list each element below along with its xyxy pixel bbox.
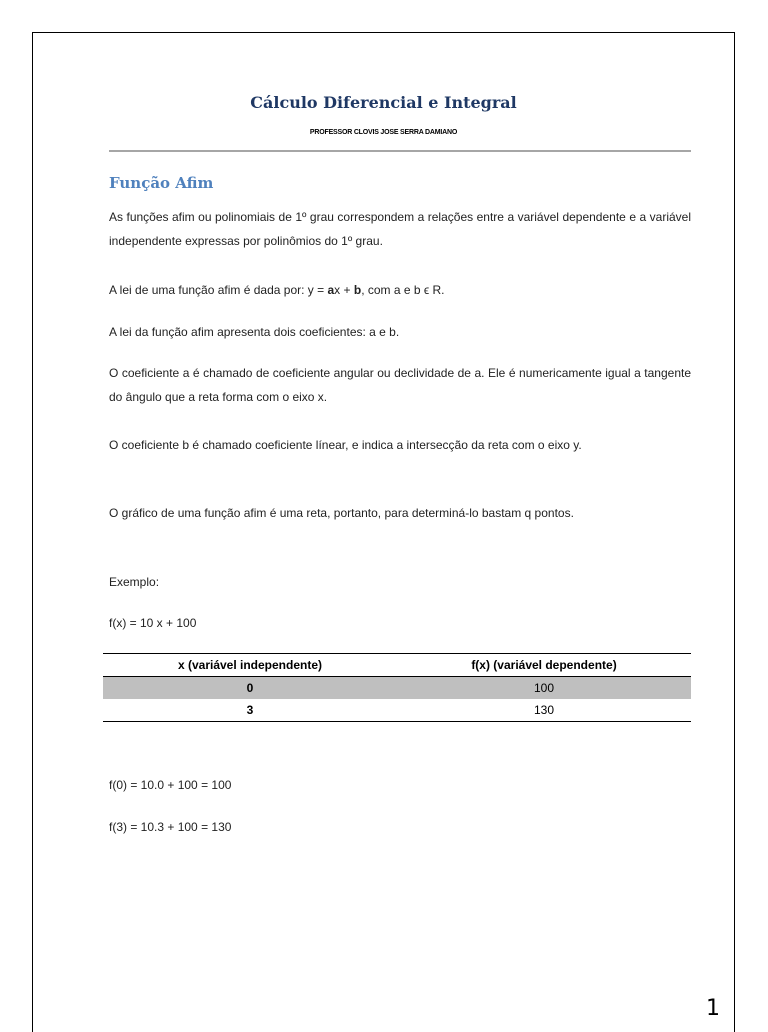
document-page xyxy=(32,32,735,1032)
paragraph-coefficients: A lei da função afim apresenta dois coeficientes: a e b. xyxy=(109,325,400,339)
table-cell-x: 0 xyxy=(103,677,397,700)
header-divider xyxy=(109,150,691,152)
table-row xyxy=(103,699,691,722)
table-cell-fx: 130 xyxy=(397,699,691,722)
law-coefficient-a: a xyxy=(327,283,335,297)
calculation-f0: f(0) = 10.0 + 100 = 100 xyxy=(109,778,232,792)
paragraph-law xyxy=(109,278,691,302)
table-header-x: x (variável independente) xyxy=(103,654,397,677)
paragraph-angular: O coeficiente a é chamado de coeficiente angular ou declividade de a. Ele é numericamente igual a tangente do ângulo que a reta forma com o eixo x. xyxy=(109,366,691,404)
paragraph-definition: As funções afim ou polinomiais de 1º grau correspondem a relações entre a variável dependente e a variável independente expressas por polinômios do 1º grau. xyxy=(109,210,691,248)
paragraph-example-function: f(x) = 10 x + 100 xyxy=(109,616,197,630)
law-suffix: , com a e b ϵ R. xyxy=(361,283,445,297)
table-header-fx: f(x) (variável dependente) xyxy=(397,654,691,677)
paragraph-linear: O coeficiente b é chamado coeficiente línear, e indica a intersecção da reta com o eixo y. xyxy=(109,438,582,452)
law-mid: x + xyxy=(334,283,354,297)
table-row xyxy=(103,677,691,700)
table-cell-fx: 100 xyxy=(397,677,691,700)
page-number: 1 xyxy=(706,996,720,1021)
law-prefix: A lei de uma função afim é dada por: y = xyxy=(109,283,328,297)
document-title: Cálculo Diferencial e Integral xyxy=(250,93,517,112)
table-cell-x: 3 xyxy=(103,699,397,722)
paragraph-graph: O gráfico de uma função afim é uma reta, portanto, para determiná-lo bastam q pontos. xyxy=(109,506,574,520)
law-coefficient-b: b xyxy=(353,283,362,297)
values-table xyxy=(103,653,691,722)
table-header-row xyxy=(103,654,691,677)
document-author: PROFESSOR CLOVIS JOSE SERRA DAMIANO xyxy=(309,129,458,136)
calculation-f3: f(3) = 10.3 + 100 = 130 xyxy=(109,820,232,834)
paragraph-example-label: Exemplo: xyxy=(109,575,160,589)
section-heading: Função Afim xyxy=(109,174,214,192)
